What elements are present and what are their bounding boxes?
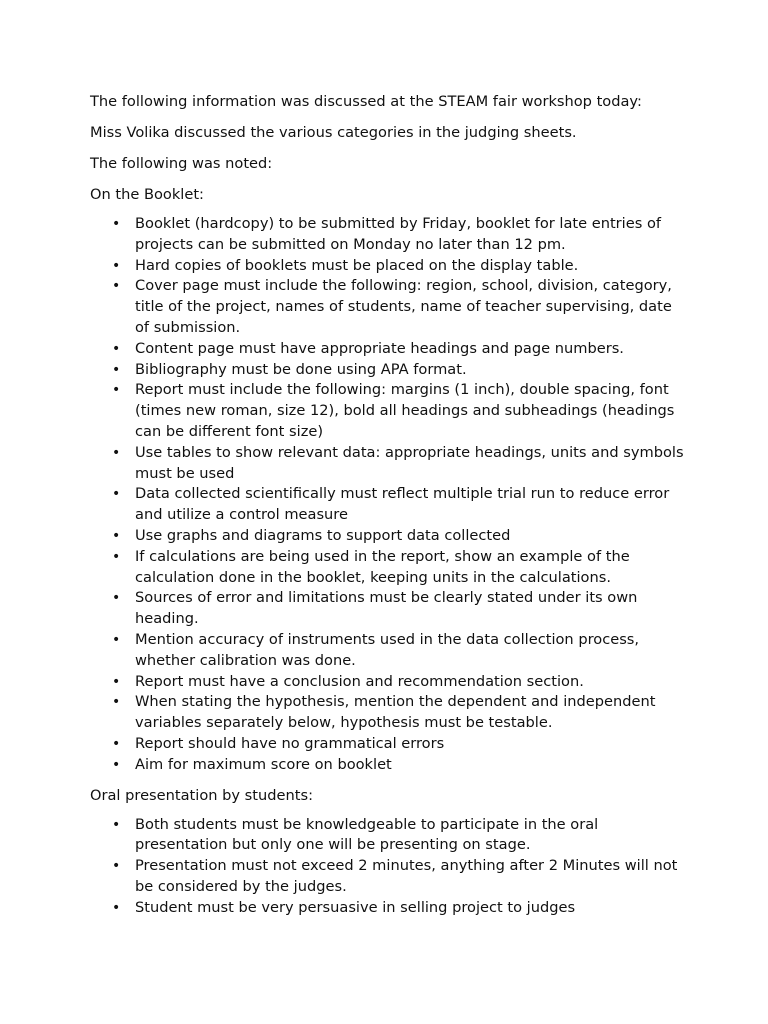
bullet-icon: •	[112, 858, 121, 875]
list-item: • Use graphs and diagrams to support data collected	[90, 526, 690, 547]
list-item: • Both students must be knowledgeable to participate in the oral presentation but only one will be presenting on stage.	[112, 815, 599, 854]
list-item: • When stating the hypothesis, mention the dependent and independent variables separately below, hypothesis must be testable.	[112, 693, 656, 732]
list-item: • Mention accuracy of instruments used in the data collection process, whether calibration was done.	[112, 630, 640, 669]
list-item: • Booklet (hardcopy) to be submitted by Friday, booklet for late entries of projects can be submitted on Monday no later than 12 pm.	[112, 215, 662, 253]
list-item: • Report must have a conclusion and recommendation section.	[90, 672, 690, 693]
bullet-icon: •	[112, 257, 121, 274]
oral-list	[90, 815, 690, 919]
bullet-icon: •	[112, 694, 121, 711]
list-item: • Data collected scientifically must reflect multiple trial run to reduce error and utilize a control measure	[112, 485, 670, 524]
bullet-icon: •	[112, 216, 121, 232]
list-item: • Report must include the following: margins (1 inch), double spacing, font (times new roman, size 12), bold all headings and subheadings (headings can be different font size)	[112, 381, 675, 440]
discussed-paragraph: Miss Volika discussed the various categories in the judging sheets.	[90, 124, 577, 141]
bullet-icon: •	[112, 548, 121, 565]
document-page	[90, 90, 690, 927]
booklet-list	[90, 214, 690, 776]
list-item: • Presentation must not exceed 2 minutes, anything after 2 Minutes will not be considered by the judges.	[112, 857, 678, 895]
bullet-icon: •	[112, 444, 121, 461]
list-item: • If calculations are being used in the report, show an example of the calculation done in the booklet, keeping units in the calculations.	[112, 547, 630, 586]
list-item: • Sources of error and limitations must be clearly stated under its own heading.	[112, 589, 638, 628]
intro-paragraph: The following information was discussed at the STEAM fair workshop today:	[90, 93, 642, 110]
bullet-icon: •	[112, 673, 121, 690]
bullet-icon: •	[112, 735, 121, 752]
bullet-icon: •	[112, 756, 121, 773]
list-item: • Report should have no grammatical errors	[90, 734, 690, 755]
noted-paragraph: The following was noted:	[90, 155, 273, 172]
list-item: • Bibliography must be done using APA format.	[90, 360, 690, 381]
bullet-icon: •	[112, 899, 121, 916]
list-item: • Hard copies of booklets must be placed on the display table.	[90, 256, 690, 277]
bullet-icon: •	[112, 527, 121, 544]
bullet-icon: •	[112, 590, 121, 607]
bullet-icon: •	[112, 631, 121, 648]
list-item: • Aim for maximum score on booklet	[90, 755, 690, 776]
bullet-icon: •	[112, 361, 121, 378]
booklet-heading: On the Booklet:	[90, 186, 204, 203]
list-item: • Use tables to show relevant data: appropriate headings, units and symbols must be used	[112, 443, 684, 482]
bullet-icon: •	[112, 816, 121, 833]
list-item: • Content page must have appropriate headings and page numbers.	[90, 339, 690, 360]
bullet-icon: •	[112, 382, 121, 399]
list-item: • Cover page must include the following: region, school, division, category, title of the project, names of students, name of teacher supervising, date of submission.	[112, 277, 672, 336]
list-item: • Student must be very persuasive in selling project to judges	[90, 898, 690, 919]
oral-heading: Oral presentation by students:	[90, 786, 313, 804]
bullet-icon: •	[112, 486, 121, 503]
bullet-icon: •	[112, 340, 121, 357]
bullet-icon: •	[112, 278, 121, 295]
